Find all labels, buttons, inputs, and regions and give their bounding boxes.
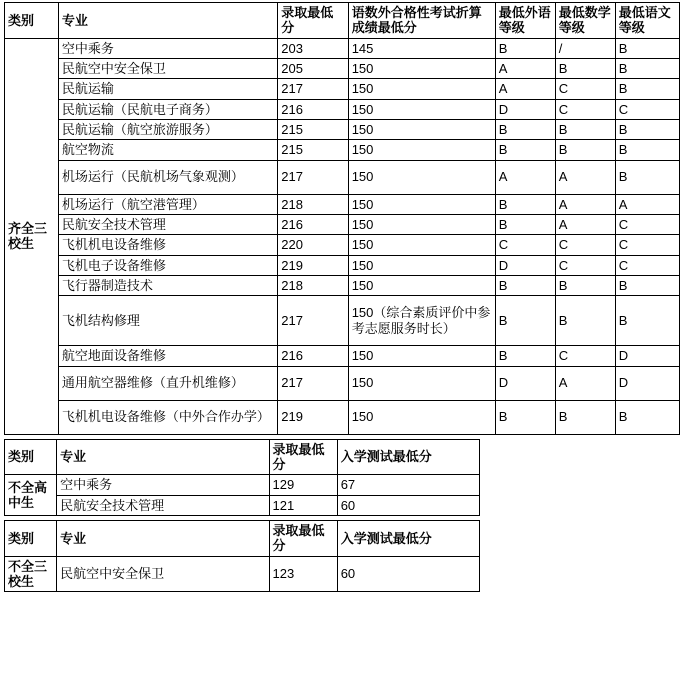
- table-row: [5, 79, 680, 99]
- min-score-cell: 216: [278, 346, 348, 366]
- header-major: 专业: [57, 520, 269, 556]
- math-level-cell: B: [555, 296, 615, 346]
- major-cell: 空中乘务: [58, 38, 277, 58]
- converted-score-cell: 150: [348, 79, 495, 99]
- math-level-cell: C: [555, 79, 615, 99]
- chinese-level-cell: B: [615, 38, 679, 58]
- english-level-cell: A: [495, 79, 555, 99]
- converted-score-cell: 150: [348, 140, 495, 160]
- chinese-level-cell: C: [615, 99, 679, 119]
- min-score-cell: 217: [278, 160, 348, 194]
- major-cell: 飞机电子设备维修: [58, 255, 277, 275]
- header-min-score: 录取最低分: [269, 520, 337, 556]
- converted-score-cell: 150: [348, 160, 495, 194]
- english-level-cell: B: [495, 214, 555, 234]
- min-score-cell: 216: [278, 214, 348, 234]
- math-level-cell: B: [555, 58, 615, 78]
- min-score-cell: 215: [278, 119, 348, 139]
- english-level-cell: B: [495, 296, 555, 346]
- major-cell: 民航安全技术管理: [57, 495, 269, 515]
- table-row: [5, 400, 680, 434]
- english-level-cell: B: [495, 140, 555, 160]
- table-row: [5, 160, 680, 194]
- math-level-cell: /: [555, 38, 615, 58]
- min-score-cell: 217: [278, 296, 348, 346]
- min-score-cell: 205: [278, 58, 348, 78]
- table-row: [5, 119, 680, 139]
- table-row: [5, 235, 680, 255]
- min-score-cell: 215: [278, 140, 348, 160]
- header-min-english-level: 最低外语等级: [495, 3, 555, 39]
- major-cell: 航空地面设备维修: [58, 346, 277, 366]
- table-row: [5, 38, 680, 58]
- header-category: 类别: [5, 3, 59, 39]
- math-level-cell: B: [555, 140, 615, 160]
- converted-score-cell: 150: [348, 255, 495, 275]
- major-cell: 民航空中安全保卫: [58, 58, 277, 78]
- chinese-level-cell: C: [615, 214, 679, 234]
- admission-scores-table-incomplete-three-school: [4, 520, 480, 592]
- table-row: [5, 495, 480, 515]
- major-cell: 通用航空器维修（直升机维修）: [58, 366, 277, 400]
- converted-score-cell: 150: [348, 99, 495, 119]
- converted-score-cell: 150: [348, 366, 495, 400]
- table-row: [5, 475, 480, 495]
- converted-score-cell: 150: [348, 214, 495, 234]
- chinese-level-cell: B: [615, 160, 679, 194]
- converted-score-cell: 150: [348, 275, 495, 295]
- chinese-level-cell: C: [615, 235, 679, 255]
- chinese-level-cell: B: [615, 58, 679, 78]
- category-cell-incomplete-three-school: 不全三校生: [5, 556, 57, 592]
- header-category: 类别: [5, 520, 57, 556]
- major-cell: 民航运输: [58, 79, 277, 99]
- entry-test-cell: 60: [337, 495, 479, 515]
- chinese-level-cell: B: [615, 296, 679, 346]
- converted-score-cell: 150: [348, 346, 495, 366]
- chinese-level-cell: C: [615, 255, 679, 275]
- header-min-score: 录取最低分: [269, 439, 337, 475]
- major-cell: 民航运输（民航电子商务）: [58, 99, 277, 119]
- math-level-cell: A: [555, 160, 615, 194]
- english-level-cell: D: [495, 99, 555, 119]
- major-cell: 民航运输（航空旅游服务）: [58, 119, 277, 139]
- major-cell: 飞机结构修理: [58, 296, 277, 346]
- math-level-cell: C: [555, 235, 615, 255]
- min-score-cell: 216: [278, 99, 348, 119]
- table-header-row: [5, 439, 480, 475]
- table-header-row: [5, 520, 480, 556]
- chinese-level-cell: B: [615, 119, 679, 139]
- major-cell: 航空物流: [58, 140, 277, 160]
- table-row: [5, 99, 680, 119]
- major-cell: 飞机机电设备维修（中外合作办学）: [58, 400, 277, 434]
- header-major: 专业: [57, 439, 269, 475]
- header-major: 专业: [58, 3, 277, 39]
- english-level-cell: B: [495, 119, 555, 139]
- header-min-math-level: 最低数学等级: [555, 3, 615, 39]
- min-score-cell: 218: [278, 275, 348, 295]
- chinese-level-cell: B: [615, 400, 679, 434]
- english-level-cell: A: [495, 160, 555, 194]
- math-level-cell: B: [555, 119, 615, 139]
- entry-test-cell: 67: [337, 475, 479, 495]
- english-level-cell: B: [495, 194, 555, 214]
- min-score-cell: 220: [278, 235, 348, 255]
- table-row: [5, 556, 480, 592]
- english-level-cell: A: [495, 58, 555, 78]
- category-cell-incomplete-highschool: 不全高中生: [5, 475, 57, 516]
- english-level-cell: D: [495, 366, 555, 400]
- table-row: [5, 214, 680, 234]
- math-level-cell: C: [555, 99, 615, 119]
- converted-score-cell: 150: [348, 235, 495, 255]
- english-level-cell: B: [495, 346, 555, 366]
- math-level-cell: B: [555, 275, 615, 295]
- major-cell: 机场运行（航空港管理）: [58, 194, 277, 214]
- min-score-cell: 219: [278, 400, 348, 434]
- min-score-cell: 129: [269, 475, 337, 495]
- min-score-cell: 217: [278, 366, 348, 400]
- min-score-cell: 218: [278, 194, 348, 214]
- english-level-cell: B: [495, 400, 555, 434]
- math-level-cell: B: [555, 400, 615, 434]
- table-row: [5, 275, 680, 295]
- entry-test-cell: 60: [337, 556, 479, 592]
- chinese-level-cell: A: [615, 194, 679, 214]
- major-cell: 飞机机电设备维修: [58, 235, 277, 255]
- header-entry-test-min-score: 入学测试最低分: [337, 439, 479, 475]
- converted-score-cell: 150: [348, 400, 495, 434]
- header-category: 类别: [5, 439, 57, 475]
- major-cell: 民航安全技术管理: [58, 214, 277, 234]
- table-row: [5, 194, 680, 214]
- chinese-level-cell: B: [615, 79, 679, 99]
- category-cell-three-school: 齐全三校生: [5, 38, 59, 434]
- table-row: [5, 346, 680, 366]
- min-score-cell: 121: [269, 495, 337, 515]
- header-min-chinese-level: 最低语文等级: [615, 3, 679, 39]
- math-level-cell: A: [555, 366, 615, 400]
- math-level-cell: A: [555, 214, 615, 234]
- header-min-score: 录取最低分: [278, 3, 348, 39]
- converted-score-cell: 150（综合素质评价中参考志愿服务时长）: [348, 296, 495, 346]
- header-entry-test-min-score: 入学测试最低分: [337, 520, 479, 556]
- converted-score-cell: 150: [348, 119, 495, 139]
- table-row: [5, 255, 680, 275]
- chinese-level-cell: D: [615, 366, 679, 400]
- major-cell: 民航空中安全保卫: [57, 556, 269, 592]
- english-level-cell: C: [495, 235, 555, 255]
- table-row: [5, 58, 680, 78]
- min-score-cell: 217: [278, 79, 348, 99]
- math-level-cell: C: [555, 255, 615, 275]
- admission-scores-table-three-school: [4, 2, 680, 435]
- table-row: [5, 140, 680, 160]
- major-cell: 飞行器制造技术: [58, 275, 277, 295]
- math-level-cell: C: [555, 346, 615, 366]
- converted-score-cell: 145: [348, 38, 495, 58]
- min-score-cell: 203: [278, 38, 348, 58]
- min-score-cell: 219: [278, 255, 348, 275]
- table-header-row: [5, 3, 680, 39]
- header-converted-score: 语数外合格性考试折算成绩最低分: [348, 3, 495, 39]
- min-score-cell: 123: [269, 556, 337, 592]
- converted-score-cell: 150: [348, 58, 495, 78]
- chinese-level-cell: B: [615, 275, 679, 295]
- major-cell: 机场运行（民航机场气象观测）: [58, 160, 277, 194]
- english-level-cell: B: [495, 38, 555, 58]
- chinese-level-cell: D: [615, 346, 679, 366]
- table-row: [5, 366, 680, 400]
- admission-scores-table-incomplete-highschool: [4, 439, 480, 516]
- english-level-cell: D: [495, 255, 555, 275]
- english-level-cell: B: [495, 275, 555, 295]
- table-row: [5, 296, 680, 346]
- converted-score-cell: 150: [348, 194, 495, 214]
- math-level-cell: A: [555, 194, 615, 214]
- chinese-level-cell: B: [615, 140, 679, 160]
- major-cell: 空中乘务: [57, 475, 269, 495]
